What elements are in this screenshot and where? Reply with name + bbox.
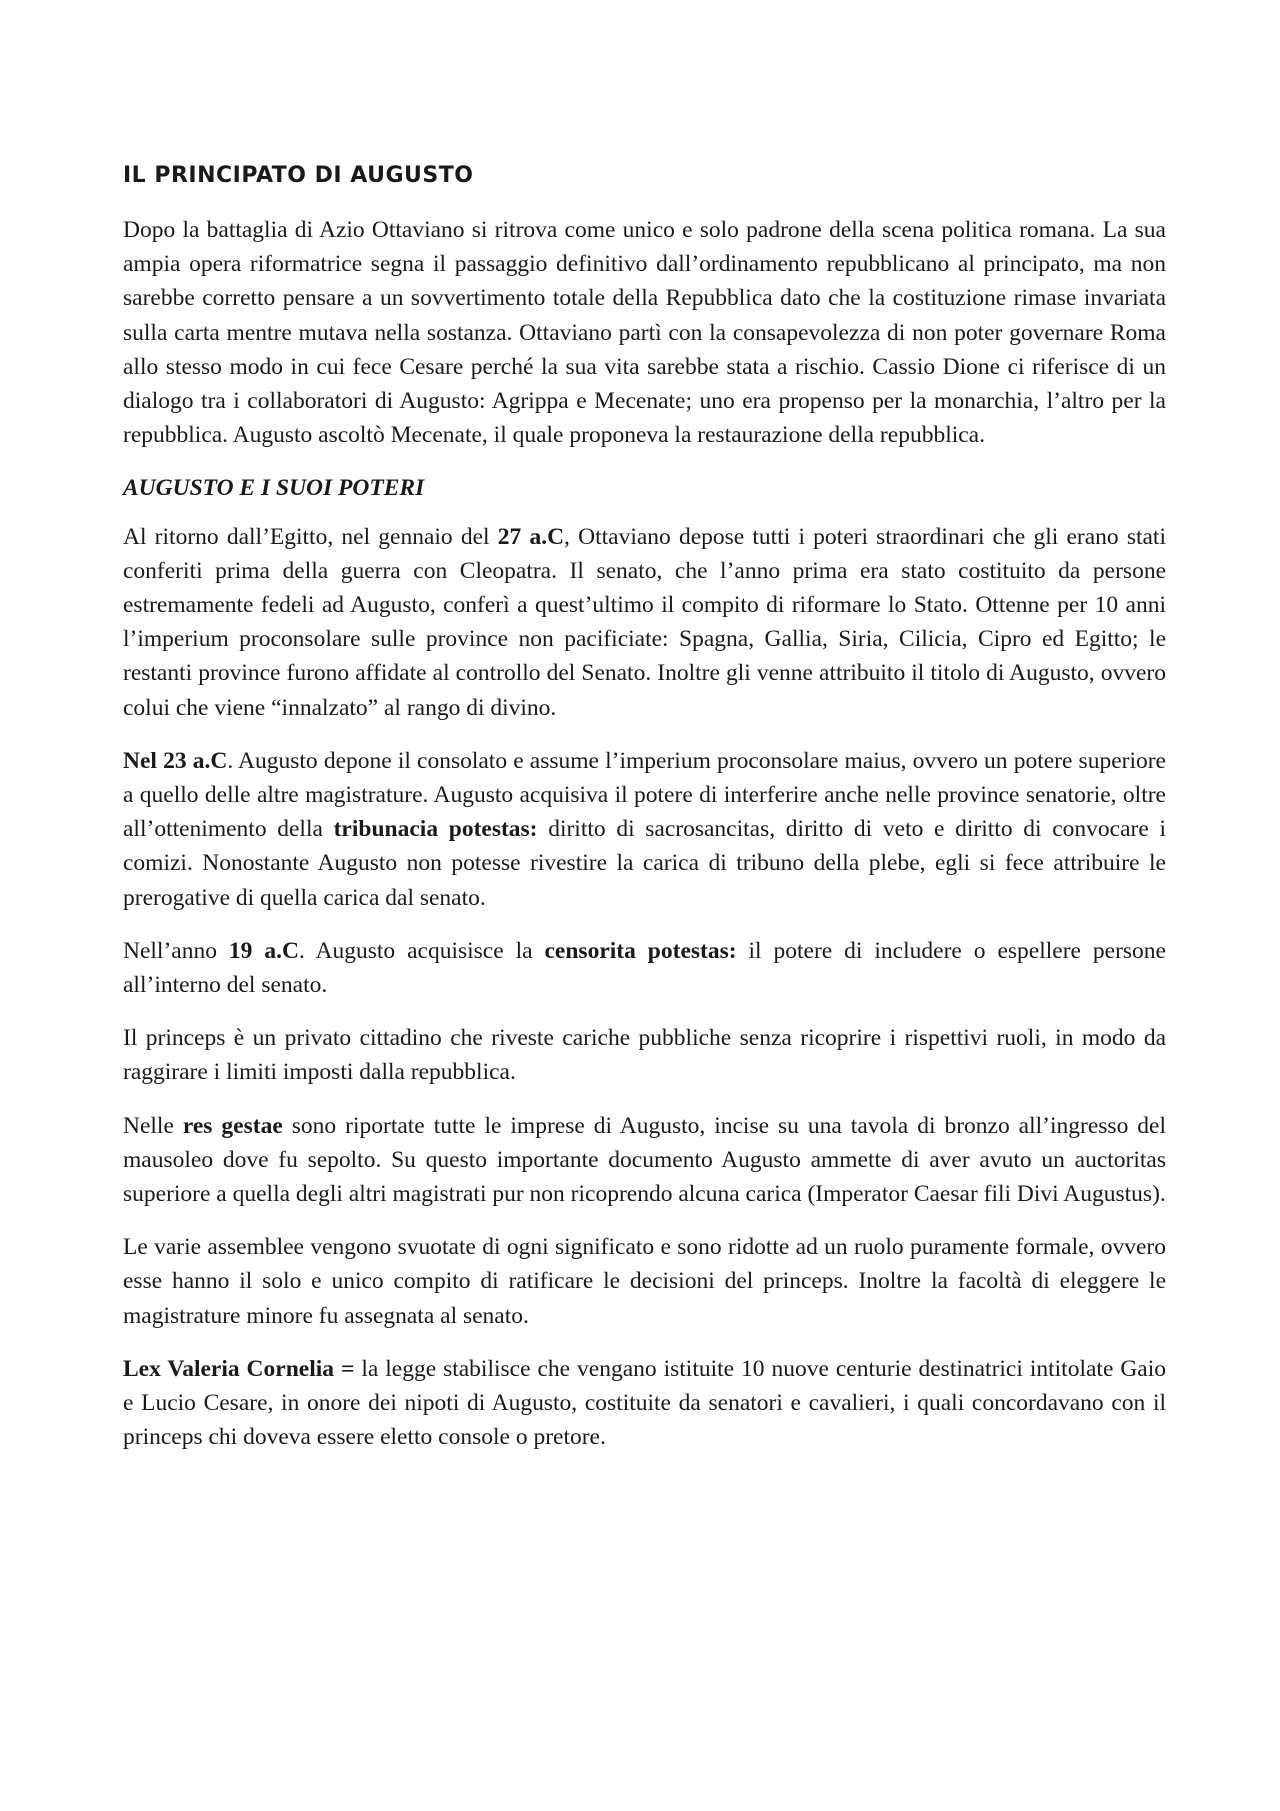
paragraph-23ac xyxy=(123,744,1166,915)
text: la legge stabilisce che vengano istituite 10 nuove centurie destinatrici intitolate Gaio e Lucio Cesare, in onore dei nipoti di Augusto, costituite da senatori e cavalieri, i quali concordavano con il princeps chi doveva essere eletto console o pretore. xyxy=(123,1355,1167,1451)
paragraph-assemblee: Le varie assemblee vengono svuotate di ogni significato e sono ridotte ad un ruolo puramente formale, ovvero esse hanno il solo e unico compito di ratificare le decisioni del princeps. Inoltre la facoltà di eleggere le magistrature minore fu assegnata al senato. xyxy=(123,1234,1166,1329)
paragraph-res-gestae xyxy=(123,1109,1166,1212)
bold-text: censorita potestas: xyxy=(544,937,737,964)
text: . Augusto acquisisce la xyxy=(298,937,545,964)
paragraph-27ac xyxy=(123,520,1166,725)
bold-text: res gestae xyxy=(182,1112,283,1139)
text: Nelle xyxy=(123,1112,183,1139)
text: , Ottaviano depose tutti i poteri straordinari che gli erano stati conferiti prima della guerra con Cleopatra. Il senato, che l’anno prima era stato costituito da persone estremamente fedeli ad Augusto, conferì a quest’ultimo il compito di riformare lo Stato. Ottenne per 10 anni l’imperium proconsolare sulle province non pacificiate: Spagna, Gallia, Siria, Cilicia, Cipro ed Egitto; le restanti province furono affidate al controllo del Senato. Inoltre gli venne attribuito il titolo di Augusto, ovvero colui che viene “innalzato” al rango di divino. xyxy=(123,523,1166,721)
bold-text: 27 a.C xyxy=(497,523,565,550)
paragraph-lex-valeria xyxy=(123,1352,1166,1455)
text: sono riportate tutte le imprese di Augusto, incise su una tavola di bronzo all’ingresso del mausoleo dove fu sepolto. Su questo importante documento Augusto ammette di aver avuto un auctoritas superiore a quella degli altri magistrati pur non ricoprendo alcuna carica (Imperator Caesar fili Divi Augustus). xyxy=(123,1112,1167,1208)
bold-text: Nel 23 a.C xyxy=(123,747,228,774)
bold-text: Lex Valeria Cornelia = xyxy=(123,1355,355,1382)
text: diritto di sacrosancitas, diritto di veto e diritto di convocare i comizi. Nonostante Augusto non potesse rivestire la carica di tribuno della plebe, egli si fece attribuire le prerogative di quella carica dal senato. xyxy=(123,816,1166,911)
bold-text: tribunacia potestas: xyxy=(333,816,538,843)
bold-text: 19 a.C xyxy=(228,937,299,964)
text: Nell’anno xyxy=(123,937,229,964)
paragraph-19ac xyxy=(123,934,1166,1002)
section-subtitle: AUGUSTO E I SUOI POTERI xyxy=(123,475,425,502)
document-title: IL PRINCIPATO DI AUGUSTO xyxy=(123,163,474,188)
text: il potere di includere o espellere persone all’interno del senato. xyxy=(123,937,1166,999)
document-page xyxy=(123,159,1166,1474)
text: Al ritorno dall’Egitto, nel gennaio del xyxy=(123,523,498,550)
intro-paragraph: Dopo la battaglia di Azio Ottaviano si ritrova come unico e solo padrone della scena politica romana. La sua ampia opera riformatrice segna il passaggio definitivo dall’ordinamento repubblicano al principato, ma non sarebbe corretto pensare a un sovvertimento totale della Repubblica dato che la costituzione rimase invariata sulla carta mentre mutava nella sostanza. Ottaviano partì con la consapevolezza di non poter governare Roma allo stesso modo in cui fece Cesare perché la sua vita sarebbe stata a rischio. Cassio Dione ci riferisce di un dialogo tra i collaboratori di Augusto: Agrippa e Mecenate; uno era propenso per la monarchia, l’altro per la repubblica. Augusto ascoltò Mecenate, il quale proponeva la restaurazione della repubblica. xyxy=(123,217,1166,449)
text: . Augusto depone il consolato e assume l’imperium proconsolare maius, ovvero un potere superiore a quello delle altre magistrature. Augusto acquisiva il potere di interferire anche nelle province senatorie, oltre all’ottenimento della xyxy=(123,747,1166,843)
paragraph-princeps: Il princeps è un privato cittadino che riveste cariche pubbliche senza ricoprire i rispettivi ruoli, in modo da raggirare i limiti imposti dalla repubblica. xyxy=(123,1025,1166,1086)
